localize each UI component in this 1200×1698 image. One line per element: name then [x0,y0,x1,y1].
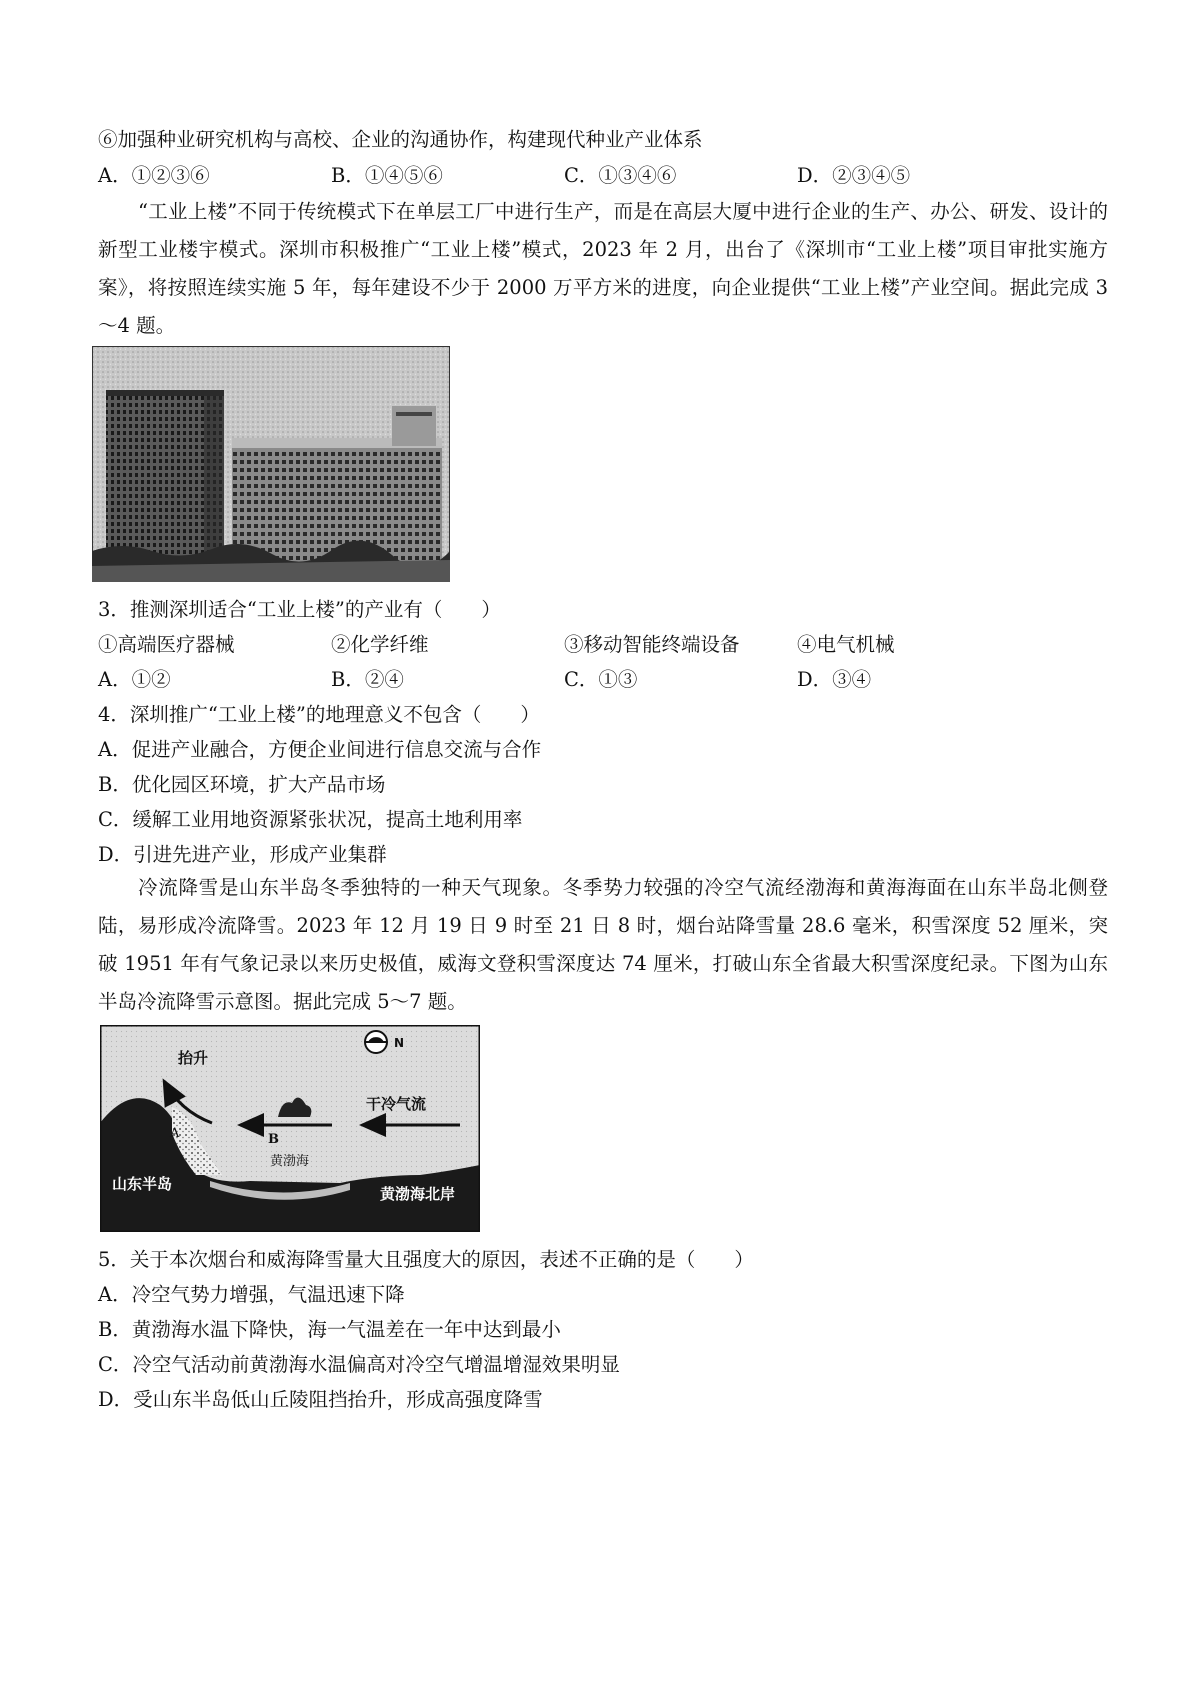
q4-option-c: C．缓解工业用地资源紧张状况，提高土地利用率 [98,808,523,831]
q4-option-d: D．引进先进产业，形成产业集群 [98,843,387,866]
sea-label: 黄渤海 [270,1154,310,1169]
q3-item-2: ②化学纤维 [331,633,429,656]
q3-option-a: A．①② [98,668,171,691]
q3-stem: 3．推测深圳适合“工业上楼”的产业有（ ） [98,598,501,621]
peninsula-label: 山东半岛 [112,1175,173,1193]
q3-option-c: C．①③ [564,668,638,691]
q3-option-d: D．③④ [797,668,872,691]
north-shore-label: 黄渤海北岸 [380,1185,456,1203]
point-a-label: A [170,1126,180,1141]
q5-option-b: B．黄渤海水温下降快，海一气温差在一年中达到最小 [98,1318,561,1341]
q3-option-b: B．②④ [331,668,404,691]
q4-stem: 4．深圳推广“工业上楼”的地理意义不包含（ ） [98,703,540,726]
q5-option-c: C．冷空气活动前黄渤海水温偏高对冷空气增温增湿效果明显 [98,1353,620,1376]
lift-label: 抬升 [178,1049,209,1067]
passage-2-text: 冷流降雪是山东半岛冬季独特的一种天气现象。冬季势力较强的冷空气流经渤海和黄海海面在山东半岛北侧登陆，易形成冷流降雪。2023 年 12 月 19 日 9 时至 21 日 8 时，烟台站降雪量 28.6 毫米，积雪深度 52 厘米，突破 1951 年有气象记录以来历史极值，威海文登积雪深度达 74 厘米，打破山东全省最大积雪深度纪录。下图为山东半岛冷流降雪示意图。据此完成 5～7 题。 [98,876,1108,1013]
north-label: N [394,1036,405,1050]
industrial-building-photo [92,346,450,582]
cold-air-label: 干冷气流 [366,1095,427,1113]
q5-option-a: A．冷空气势力增强，气温迅速下降 [98,1283,405,1306]
passage-cold-flow-snow [98,869,1108,1021]
q3-item-4: ④电气机械 [797,633,895,656]
q5-option-d: D．受山东半岛低山丘陵阻挡抬升，形成高强度降雪 [98,1388,543,1411]
q4-option-a: A．促进产业融合，方便企业间进行信息交流与合作 [98,738,542,761]
q3-item-1: ①高端医疗器械 [98,633,235,656]
cold-flow-snow-diagram [100,1025,480,1232]
q2-item-6: ⑥加强种业研究机构与高校、企业的沟通协作，构建现代种业产业体系 [98,128,703,151]
q3-item-3: ③移动智能终端设备 [564,633,740,656]
q2-option-a: A．①②③⑥ [98,164,210,187]
point-b-label: B [268,1132,279,1147]
q5-stem: 5．关于本次烟台和威海降雪量大且强度大的原因，表述不正确的是（ ） [98,1248,754,1271]
q2-option-d: D．②③④⑤ [797,164,911,187]
passage-industry-upstairs [98,193,1108,345]
q2-option-c: C．①③④⑥ [564,164,677,187]
q4-option-b: B．优化园区环境，扩大产品市场 [98,773,386,796]
passage-1-text: “工业上楼”不同于传统模式下在单层工厂中进行生产，而是在高层大厦中进行企业的生产、办公、研发、设计的新型工业楼宇模式。深圳市积极推广“工业上楼”模式，2023 年 2 月，出台了《深圳市“工业上楼”项目审批实施方案》，将按照连续实施 5 年，每年建设不少于 2000 万平方米的进度，向企业提供“工业上楼”产业空间。据此完成 3～4 题。 [98,200,1108,337]
q2-option-b: B．①④⑤⑥ [331,164,443,187]
